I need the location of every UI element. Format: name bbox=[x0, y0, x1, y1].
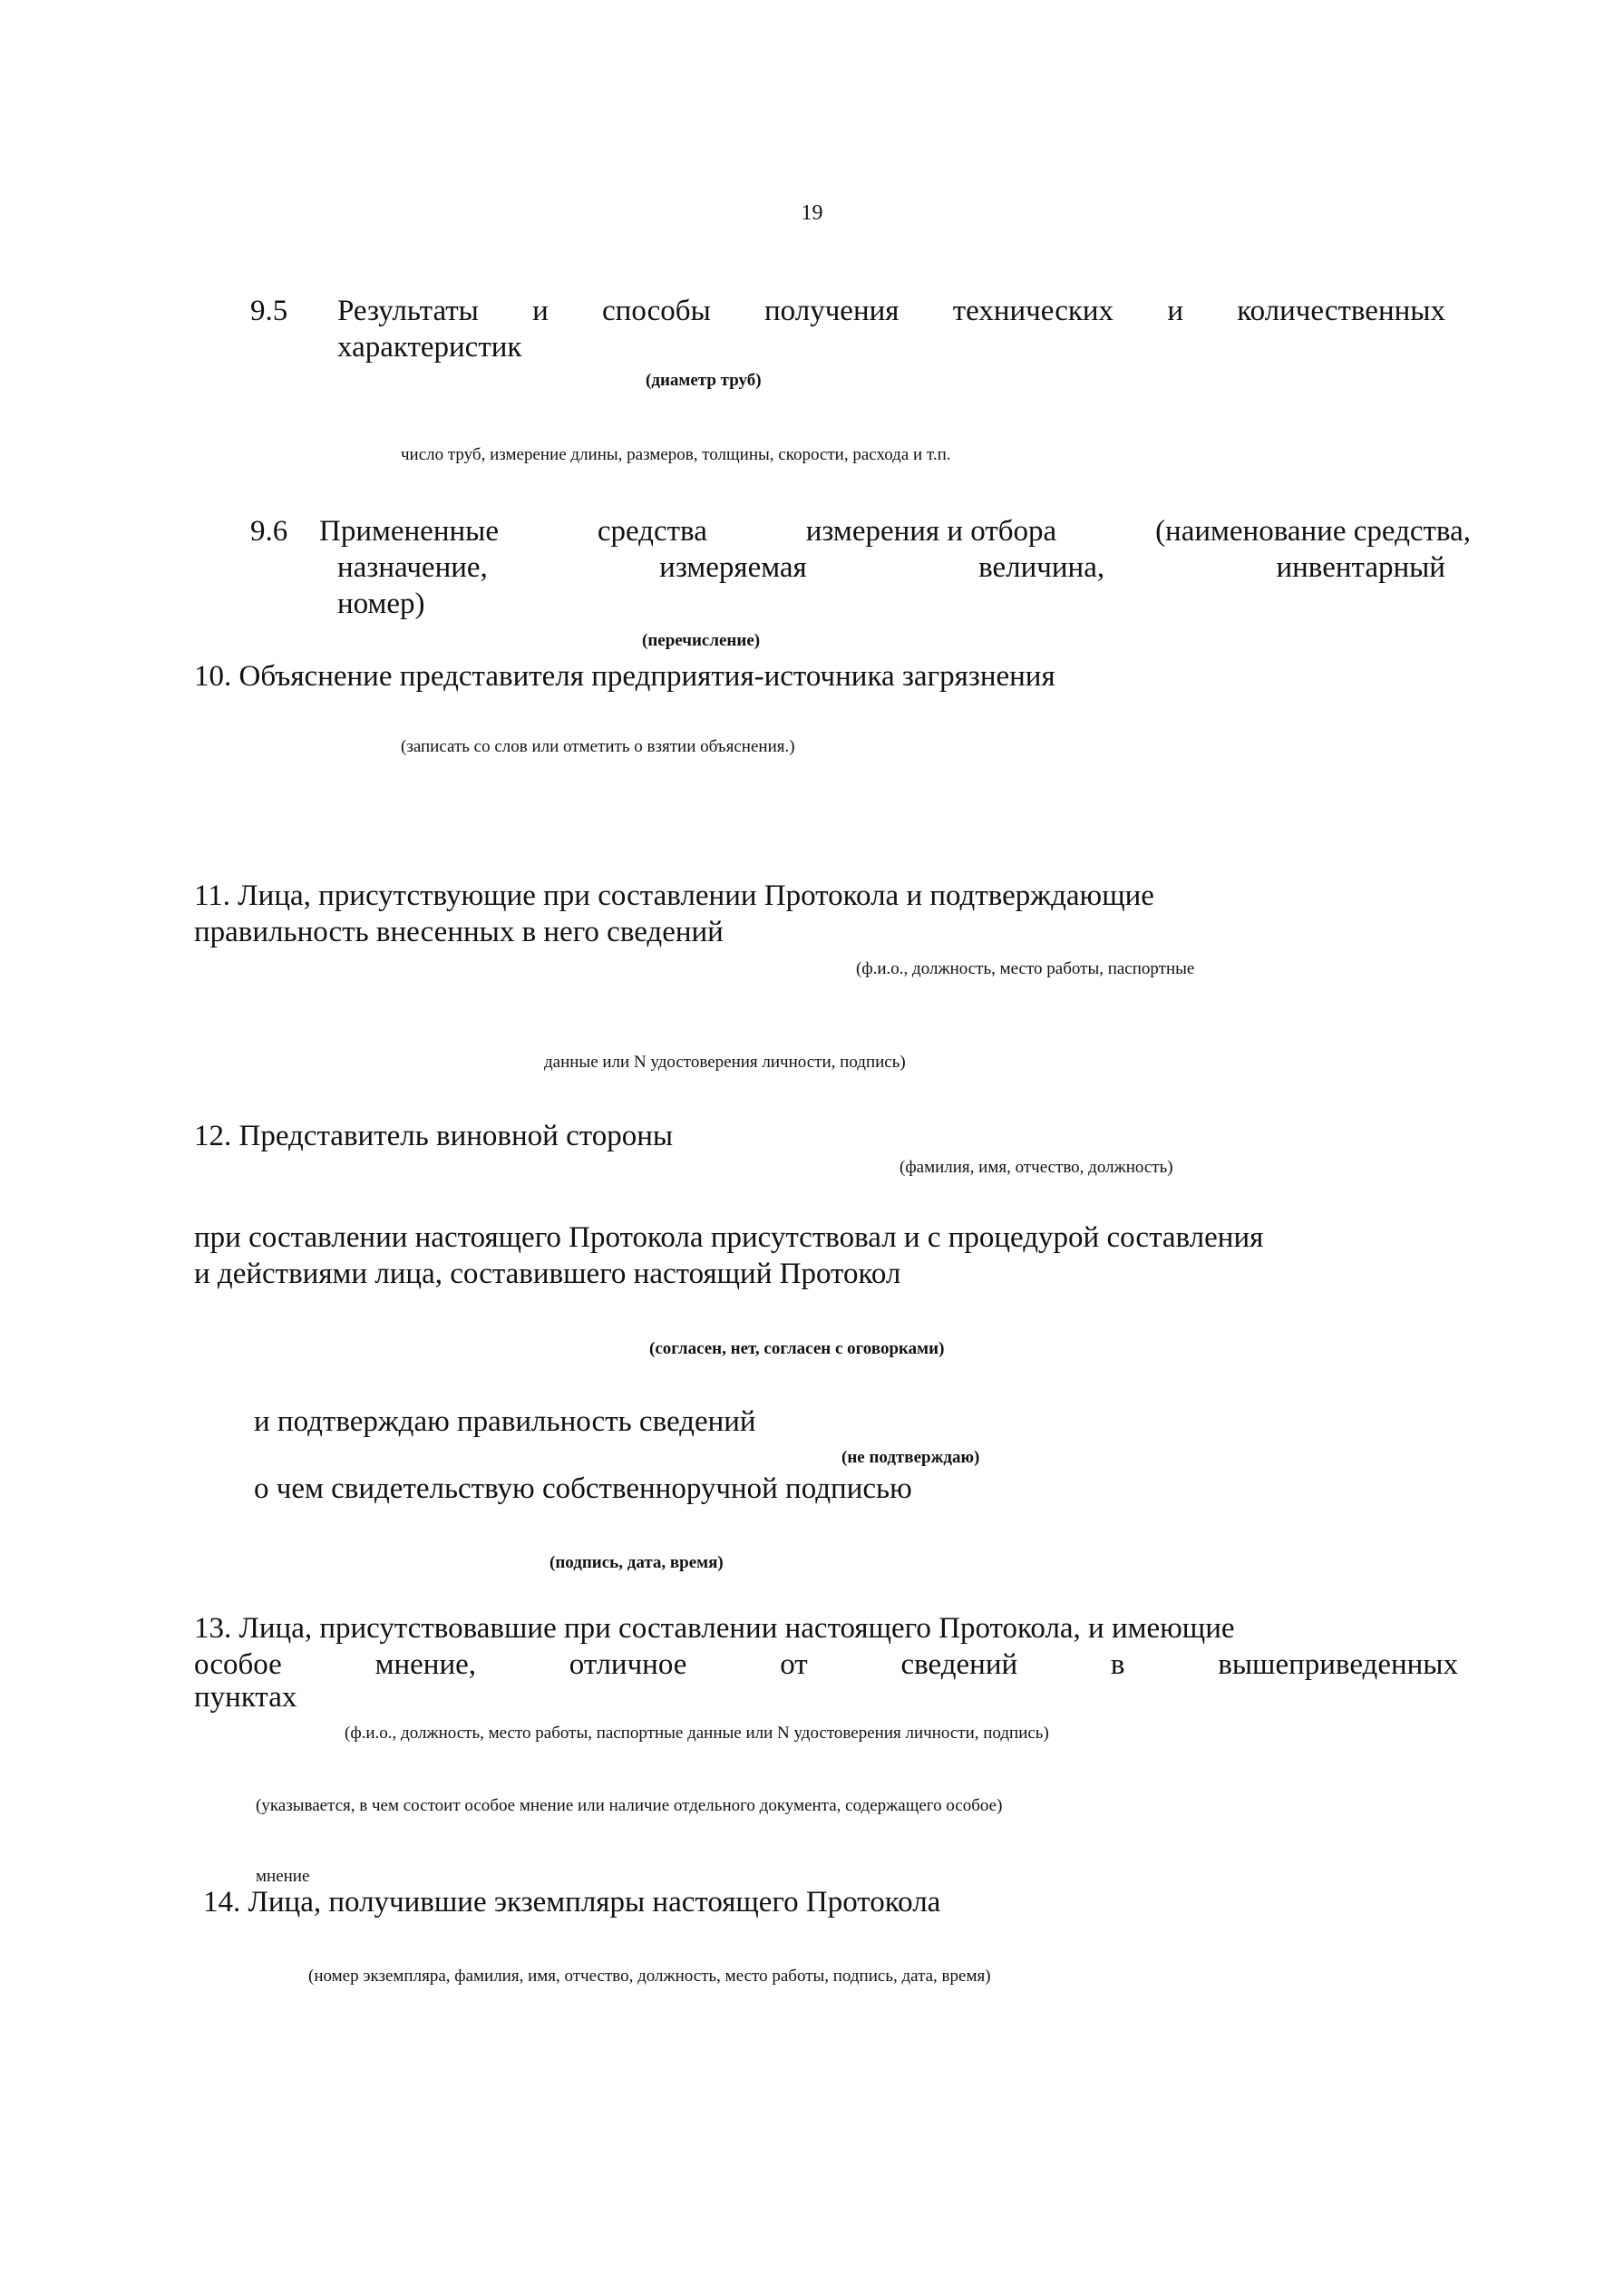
item-13-line-2: особое мнение, отличное от сведений в вышеприведенных bbox=[194, 1648, 1458, 1681]
item-number-9-5: 9.5 bbox=[250, 295, 288, 327]
caption-pipe-diameter: (диаметр труб) bbox=[646, 371, 762, 390]
item-9-6-line-2: назначение, измеряемая величина, инвентарный bbox=[337, 551, 1445, 584]
caption-explanation: (записать со слов или отметить о взятии объяснения.) bbox=[401, 737, 795, 756]
item-9-5-line-1: Результаты и способы получения технических и количественных bbox=[337, 295, 1445, 327]
caption-person-details-2: данные или N удостоверения личности, подпись) bbox=[544, 1053, 906, 1072]
item-12-line-3: и действиями лица, составившего настоящий Протокол bbox=[194, 1258, 901, 1290]
item-11-line-2: правильность внесенных в него сведений bbox=[194, 916, 724, 948]
item-9-6-line-1: Примененные средства измерения и отбора (наименование средства, bbox=[319, 515, 1471, 548]
item-9-5-line-2: характеристик bbox=[337, 331, 522, 364]
caption-copy-recipients: (номер экземпляра, фамилия, имя, отчество, должность, место работы, подпись, дата, время) bbox=[308, 1967, 991, 1986]
item-10-title: 10. Объяснение представителя предприятия-источника загрязнения bbox=[194, 660, 1055, 693]
caption-person-details-1: (ф.и.о., должность, место работы, паспортные bbox=[856, 959, 1195, 978]
item-12-line-5: о чем свидетельствую собственноручной подписью bbox=[254, 1472, 912, 1505]
caption-measurements: число труб, измерение длины, размеров, толщины, скорости, расхода и т.п. bbox=[401, 445, 951, 464]
caption-agreement: (согласен, нет, согласен с оговорками) bbox=[649, 1339, 945, 1358]
caption-representative-name: (фамилия, имя, отчество, должность) bbox=[900, 1158, 1173, 1177]
caption-person-details-3: (ф.и.о., должность, место работы, паспортные данные или N удостоверения личности, подпись) bbox=[345, 1724, 1049, 1743]
item-9-6-line-3: номер) bbox=[337, 588, 425, 620]
item-12-line-4: и подтверждаю правильность сведений bbox=[254, 1405, 756, 1438]
caption-not-confirm: (не подтверждаю) bbox=[841, 1448, 980, 1467]
item-11-line-1: 11. Лица, присутствующие при составлении Протокола и подтверждающие bbox=[194, 879, 1154, 912]
caption-signature-date-time: (подпись, дата, время) bbox=[549, 1553, 724, 1572]
item-14-title: 14. Лица, получившие экземпляры настоящего Протокола bbox=[203, 1886, 941, 1919]
item-13-line-3: пунктах bbox=[194, 1681, 297, 1714]
caption-special-opinion: (указывается, в чем состоит особое мнение или наличие отдельного документа, содержащего особое) bbox=[256, 1796, 1003, 1815]
item-12-line-2: при составлении настоящего Протокола присутствовал и с процедурой составления bbox=[194, 1221, 1264, 1254]
page-number: 19 bbox=[801, 201, 823, 225]
caption-enumeration: (перечисление) bbox=[642, 631, 761, 650]
item-number-9-6: 9.6 bbox=[250, 515, 288, 548]
caption-opinion: мнение bbox=[256, 1867, 310, 1886]
item-13-line-1: 13. Лица, присутствовавшие при составлении настоящего Протокола, и имеющие bbox=[194, 1612, 1235, 1645]
item-12-line-1: 12. Представитель виновной стороны bbox=[194, 1120, 674, 1152]
